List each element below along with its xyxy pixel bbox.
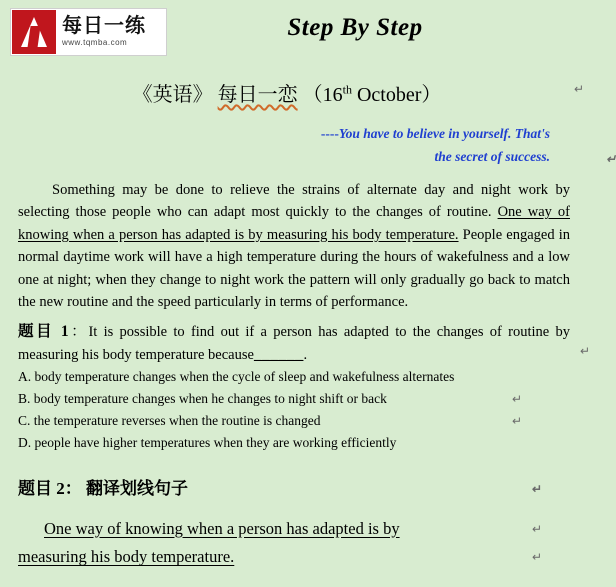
question-1-text: ：It is possible to find out if a person has adapted to the changes of routine by measuring his body temperature because xyxy=(18,323,570,363)
answer-text-1: One way of knowing when a person has adapted is by xyxy=(44,518,400,538)
paragraph-mark: ↵ xyxy=(605,152,616,166)
title-date-open: （16 xyxy=(302,84,343,106)
document-title xyxy=(18,78,586,107)
answer-text-2: measuring his body temperature. xyxy=(18,547,235,567)
title-date-rest: October） xyxy=(351,84,442,106)
answer-line-2 xyxy=(18,543,570,572)
question-2 xyxy=(18,474,586,499)
passage-part-1: Something may be done to relieve the strains of alternate day and night work by selecting those people who can adapt most quickly to the changes of routine. xyxy=(18,181,570,221)
step-by-step-title: Step By Step xyxy=(287,14,423,41)
question-1-stem xyxy=(18,320,590,366)
option-b-label: B. body temperature changes when he changes to night shift or back xyxy=(18,391,387,407)
title-series: 每日一恋 xyxy=(217,84,298,106)
quote-line-2 xyxy=(18,146,616,169)
quote-text-1: You have to believe in yourself. That's xyxy=(338,126,550,141)
paragraph-mark: ↵ xyxy=(511,413,522,428)
logo-cn-text: 每日一练 xyxy=(62,15,146,38)
reading-passage xyxy=(18,179,586,314)
paragraph-mark: ↵ xyxy=(579,343,590,358)
title-book: 《英语》 xyxy=(132,84,213,106)
option-c-label: C. the temperature reverses when the routine is changed xyxy=(18,412,321,428)
option-d[interactable]: D. people have higher temperatures when they are working efficiently xyxy=(18,434,397,450)
logo-en-text: www.tqmba.com xyxy=(62,38,128,48)
page-header xyxy=(0,0,600,62)
answer-block xyxy=(18,515,586,573)
question-1-end: . xyxy=(303,346,308,363)
option-a[interactable]: A. body temperature changes when the cycle of sleep and wakefulness alternates xyxy=(18,369,455,385)
title-date-sup: th xyxy=(342,82,352,97)
passage-underlined-sentence: One way of knowing when a person has adapted is by measuring his body temperature. xyxy=(18,204,570,243)
answer-line-1 xyxy=(18,515,570,544)
paragraph-mark: ↵ xyxy=(511,392,522,407)
quote-text-2: the secret of success. xyxy=(434,148,550,164)
document-body xyxy=(0,78,616,572)
motivational-quote xyxy=(18,123,616,169)
paragraph-mark: ↵ xyxy=(531,481,542,496)
quote-dash: ---- xyxy=(320,126,339,141)
option-c[interactable] xyxy=(18,410,586,432)
option-b[interactable] xyxy=(18,388,586,410)
quote-line-1 xyxy=(18,123,550,146)
question-2-text: 题目 2： 翻译划线句子 xyxy=(18,478,188,498)
paragraph-mark: ↵ xyxy=(531,549,542,564)
paragraph-mark: ↵ xyxy=(573,82,584,96)
paragraph-mark: ↵ xyxy=(531,521,542,536)
question-1-blank: ______ xyxy=(253,346,304,363)
question-1-label: 题目 1 xyxy=(18,322,69,340)
passage-part-2: People engaged in normal daytime work will have a high temperature during the hours of wakefulness and a low one at night; when they change to night work the pattern will only gradually go back to match the new routine and the speed particularly in terms of performance. xyxy=(18,226,570,311)
